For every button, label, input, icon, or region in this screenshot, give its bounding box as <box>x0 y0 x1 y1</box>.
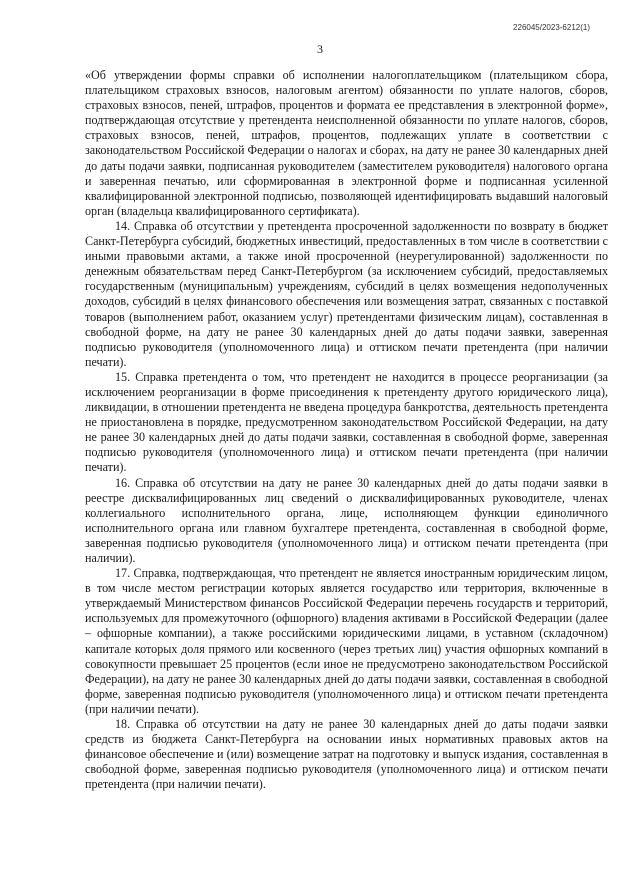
paragraph-17: 17. Справка, подтверждающая, что претендент не является иностранным юридическим лицом, в том числе местом регистрации которых является государство или территория, включенные в утверждаемый Министерством финансов Российской Федерации перечень государств и территорий, используемых для промежуточного (офшорного) владения активами в Российской Федерации (далее – офшорные компании), а также российскими юридическими лицами, в уставном (складочном) капитале которых доля прямого или косвенного (через третьих лиц) участия офшорных компаний в совокупности превышает 25 процентов (если иное не предусмотрено законодательством Российской Федерации), на дату не ранее 30 календарных дней до даты подачи заявки, составленная в свободной форме, заверенная подписью руководителя (уполномоченного лица) и оттиском печати претендента (при наличии печати). <box>85 566 608 716</box>
paragraph-16: 16. Справка об отсутствии на дату не ранее 30 календарных дней до даты подачи заявки в реестре дисквалифицированных лиц сведений о дисквалифицированных руководителе, членах коллегиального исполнительного органа, лице, исполняющем функции единоличного исполнительного органа или главном бухгалтере претендента, составленная в свободной форме, заверенная подписью руководителя (уполномоченного лица) и оттиском печати претендента (при наличии). <box>85 475 608 565</box>
paragraph-18: 18. Справка об отсутствии на дату не ранее 30 календарных дней до даты подачи заявки средств из бюджета Санкт-Петербурга на основании иных нормативных правовых актов на финансовое обеспечение и (или) возмещение затрат на подготовку и выпуск издания, составленная в свободной форме, заверенная подписью руководителя (уполномоченного лица) и оттиском печати претендента (при наличии печати). <box>85 717 608 792</box>
document-registration-number: 226045/2023-6212(1) <box>513 23 590 32</box>
page-number: 3 <box>317 42 323 56</box>
paragraph-15: 15. Справка претендента о том, что претендент не находится в процессе реорганизации (за исключением реорганизации в форме присоединения к претенденту другого юридического лица), ликвидации, в отношении претендента не введена процедура банкротства, деятельность претендента не приостановлена в порядке, предусмотренном законодательством Российской Федерации, на дату не ранее 30 календарных дней до даты подачи заявки, составленная в свободной форме, заверенная подписью руководителя (уполномоченного лица) и оттиском печати претендента (при наличии печати). <box>85 369 608 475</box>
paragraph-13-continuation: «Об утверждении формы справки об исполнении налогоплательщиком (плательщиком сбора, плательщиком страховых взносов, налоговым агентом) обязанности по уплате налогов, сборов, страховых взносов, пеней, штрафов, процентов и формата ее представления в электронной форме», подтверждающая отсутствие у претендента неисполненной обязанности по уплате налогов, сборов, страховых взносов, пеней, штрафов, процентов, подлежащих уплате в соответствии с законодательством Российской Федерации о налогах и сборах, на дату не ранее 30 календарных дней до даты подачи заявки, подписанная руководителем (заместителем руководителя) налогового органа и заверенная печатью, или сформированная в электронной форме и подписанная усиленной квалифицированной электронной подписью, позволяющей идентифицировать выдавший налоговый орган (владельца квалифицированного сертификата). <box>85 68 608 218</box>
paragraph-14: 14. Справка об отсутствии у претендента просроченной задолженности по возврату в бюджет Санкт-Петербурга субсидий, бюджетных инвестиций, предоставленных в том числе в соответствии с иными правовыми актами, а также иной просроченной (неурегулированной) задолженности по денежным обязательствам перед Санкт-Петербургом (за исключением субсидий, предоставляемых государственным (муниципальным) учреждениям, субсидий в целях возмещения недополученных доходов, субсидий в целях финансового обеспечения или возмещения затрат, связанных с поставкой товаров (выполнением работ, оказанием услуг) претендентами физическим лицам), составленная в свободной форме, на дату не ранее 30 календарных дней до даты подачи заявки, заверенная подписью руководителя (уполномоченного лица) и оттиском печати претендента (при наличии печати). <box>85 218 608 369</box>
document-body <box>85 68 608 793</box>
